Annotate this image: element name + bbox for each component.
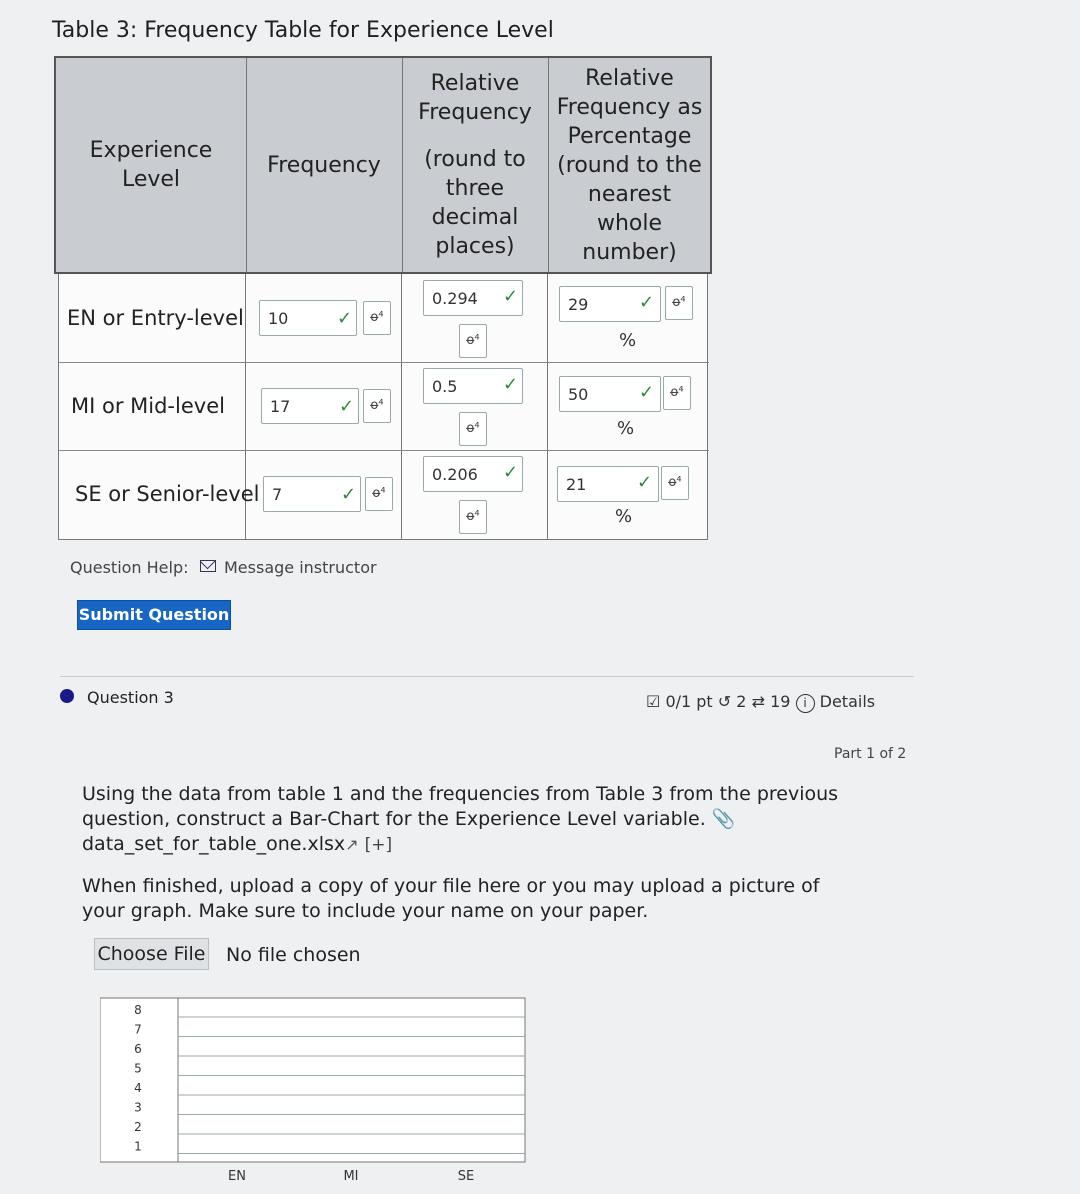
check-icon: ✓ xyxy=(337,308,353,329)
message-instructor-link[interactable]: Message instructor xyxy=(224,558,377,577)
y-tick-label: 4 xyxy=(134,1081,142,1095)
check-icon: ✓ xyxy=(341,484,357,505)
y-tick-label: 8 xyxy=(134,1003,142,1017)
key-icon[interactable]: o̶⁴ xyxy=(663,376,691,410)
expand-link[interactable]: [+] xyxy=(364,835,393,855)
submit-question-button[interactable]: Submit Question xyxy=(77,600,231,630)
y-tick-label: 2 xyxy=(134,1120,142,1134)
question-status-dot xyxy=(60,689,74,703)
key-icon[interactable]: o̶⁴ xyxy=(459,324,487,358)
header-experience-level: Experience Level xyxy=(89,138,213,192)
question-divider xyxy=(60,676,914,677)
y-tick-label: 1 xyxy=(134,1139,142,1154)
paperclip-icon: 📎 xyxy=(711,808,736,830)
check-icon: ✓ xyxy=(339,396,355,417)
details-link[interactable]: Details xyxy=(819,692,876,711)
x-tick-label: EN xyxy=(228,1169,246,1184)
check-icon: ✓ xyxy=(639,382,655,403)
percent-input-mid[interactable]: 50 xyxy=(559,376,661,412)
frequency-input-senior[interactable]: 7 xyxy=(263,476,361,512)
y-tick-label: 3 xyxy=(134,1100,142,1115)
y-tick-label: 7 xyxy=(134,1022,142,1037)
check-icon: ✓ xyxy=(639,292,655,313)
x-tick-label: SE xyxy=(457,1169,475,1184)
key-icon[interactable]: o̶⁴ xyxy=(459,412,487,446)
row-label-senior: SE or Senior-level xyxy=(75,482,260,506)
key-icon[interactable]: o̶⁴ xyxy=(363,389,391,423)
percent-sign: % xyxy=(619,330,637,351)
header-frequency: Frequency xyxy=(267,152,381,178)
frequency-input-mid[interactable]: 17 xyxy=(261,388,359,424)
relative-input-mid[interactable]: 0.5 xyxy=(423,368,523,404)
question-meta xyxy=(646,692,875,713)
check-icon: ✓ xyxy=(503,374,519,395)
question-help-label: Question Help: xyxy=(70,558,189,577)
table-header-row xyxy=(54,56,712,274)
bar-chart-canvas[interactable] xyxy=(100,990,530,1190)
relative-input-senior[interactable]: 0.206 xyxy=(423,456,523,492)
y-tick-label: 6 xyxy=(134,1042,142,1056)
table-body xyxy=(58,274,708,540)
y-tick-label: 5 xyxy=(134,1061,142,1076)
header-percentage: Relative Frequency as Percentage (round to the nearest whole number) xyxy=(556,65,703,265)
question-title: Question 3 xyxy=(87,688,174,707)
percent-input-senior[interactable]: 21 xyxy=(557,466,659,502)
percent-input-entry[interactable]: 29 xyxy=(559,286,661,322)
percent-sign: % xyxy=(617,418,635,439)
x-tick-label: MI xyxy=(343,1169,359,1184)
question-text: Using the data from table 1 and the frequencies from Table 3 from the previous question, construct a Bar-Chart for the Experience Level variable. 📎 data_set_for_table_one.xlsx↗ [+] xyxy=(82,783,839,855)
retry-icon: ↺ xyxy=(717,692,732,711)
key-icon[interactable]: o̶⁴ xyxy=(459,500,487,534)
key-icon[interactable]: o̶⁴ xyxy=(363,301,391,335)
mail-icon xyxy=(200,560,216,572)
upload-instructions: When finished, upload a copy of your file here or you may upload a picture of your graph. Make sure to include your name on your paper. xyxy=(82,875,820,922)
part-label: Part 1 of 2 xyxy=(834,746,907,762)
relative-input-entry[interactable]: 0.294 xyxy=(423,280,523,316)
no-file-chosen-text: No file chosen xyxy=(226,944,361,966)
row-label-mid: MI or Mid-level xyxy=(71,394,225,418)
check-icon: ✓ xyxy=(637,472,653,493)
table-caption: Table 3: Frequency Table for Experience Level xyxy=(52,18,554,43)
percent-sign: % xyxy=(615,506,633,527)
header-relative-frequency: Relative Frequency (round to three decimal places) xyxy=(418,71,532,259)
attempts-icon: ⇄ xyxy=(751,692,765,711)
external-link-icon: ↗ xyxy=(345,835,359,854)
row-label-entry: EN or Entry-level xyxy=(67,306,244,330)
retries-count: 2 xyxy=(736,692,747,711)
info-icon[interactable]: i xyxy=(796,694,815,713)
key-icon[interactable]: o̶⁴ xyxy=(661,466,689,500)
score-icon: ☑ xyxy=(646,692,661,711)
check-icon: ✓ xyxy=(503,286,519,307)
frequency-input-entry[interactable]: 10 xyxy=(259,300,357,336)
chart-frame xyxy=(100,998,525,1162)
key-icon[interactable]: o̶⁴ xyxy=(665,286,693,320)
data-file-link[interactable]: data_set_for_table_one.xlsx xyxy=(82,833,346,855)
choose-file-button[interactable]: Choose File xyxy=(94,938,209,970)
score-text: 0/1 pt xyxy=(665,692,713,711)
key-icon[interactable]: o̶⁴ xyxy=(365,477,393,511)
attempts-count: 19 xyxy=(770,692,791,711)
check-icon: ✓ xyxy=(503,462,519,483)
